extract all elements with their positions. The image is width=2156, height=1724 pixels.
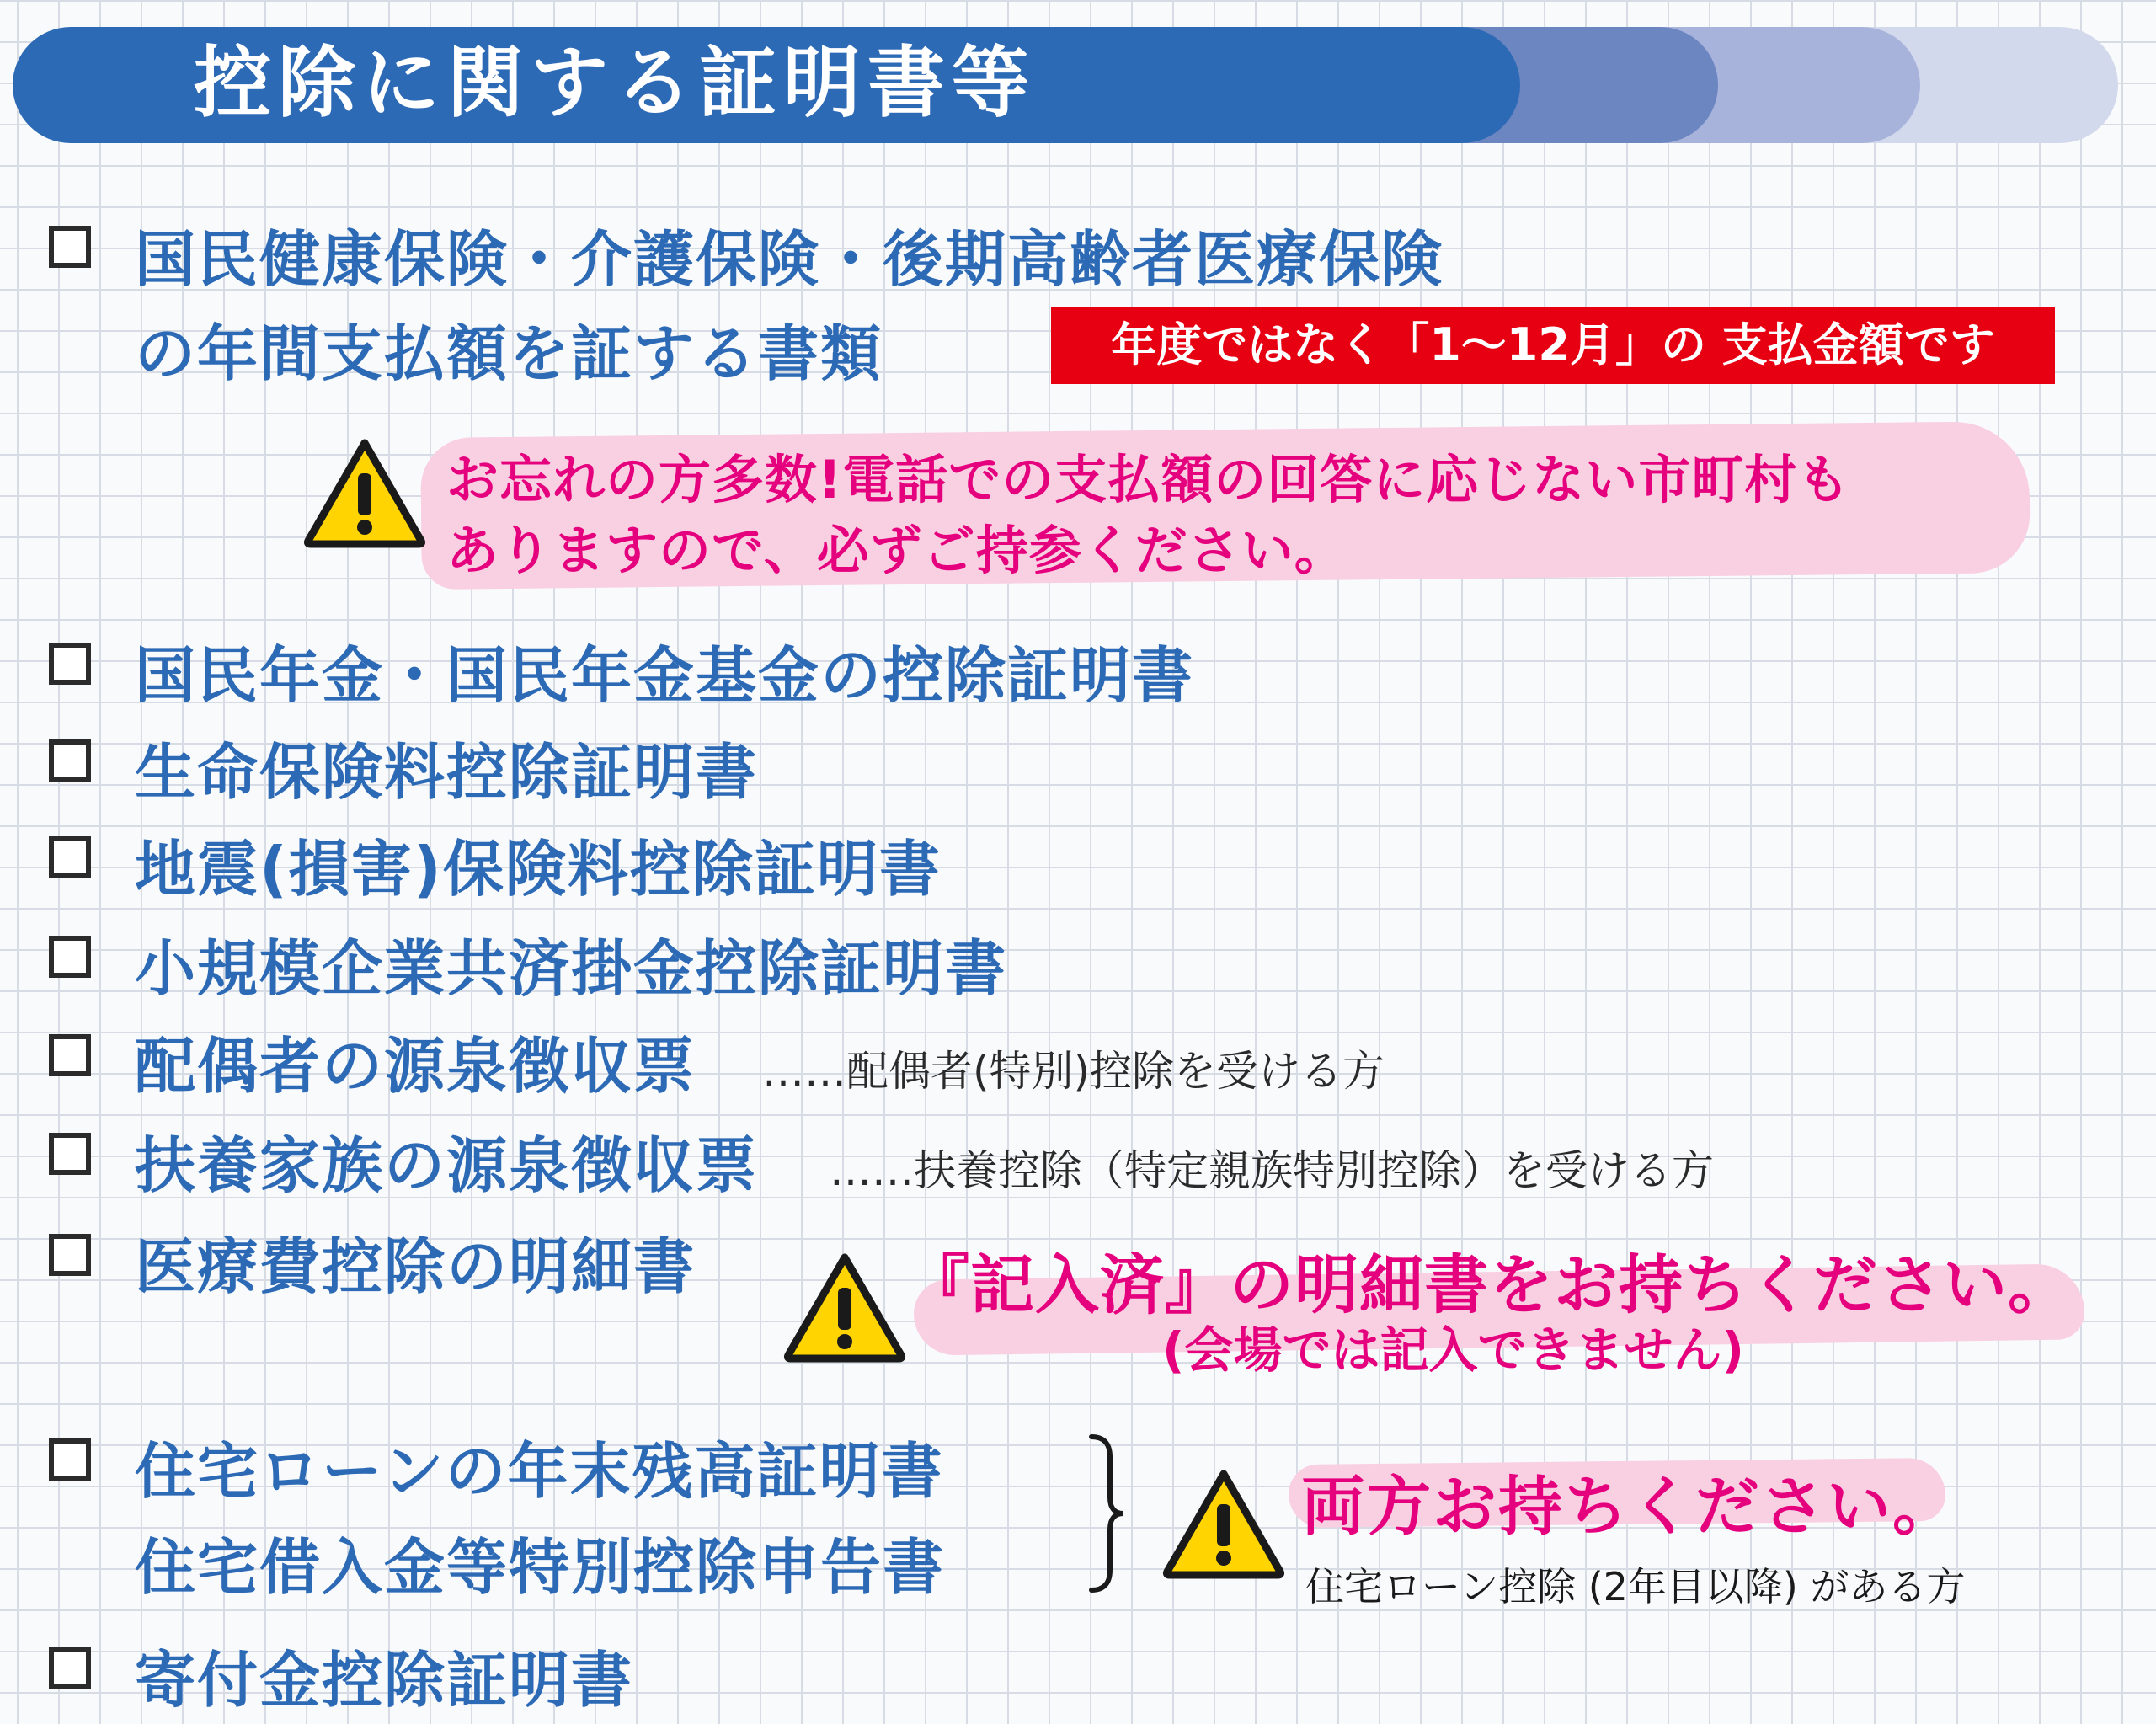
checkbox-earthquake-insurance[interactable] bbox=[49, 836, 91, 878]
right-brace-icon bbox=[1086, 1432, 1129, 1596]
checkbox-spouse-withholding[interactable] bbox=[49, 1034, 91, 1076]
warning-triangle-icon bbox=[782, 1251, 908, 1364]
item-donation: 寄付金控除証明書 bbox=[135, 1645, 634, 1716]
warning-triangle-icon bbox=[302, 436, 428, 549]
checkbox-donation[interactable] bbox=[49, 1647, 91, 1689]
warning-housing-line1: 両方お持ちください。 bbox=[1301, 1469, 1958, 1544]
note-spouse-withholding: ……配偶者(特別)控除を受ける方 bbox=[762, 1047, 1385, 1096]
checkbox-medical-expense[interactable] bbox=[49, 1234, 91, 1276]
warning-insurance-line1: お忘れの方多数!電話での支払額の回答に応じない市町村も bbox=[446, 449, 1851, 510]
page-title: 控除に関する証明書等 bbox=[194, 38, 1037, 128]
item-earthquake-insurance: 地震(損害)保険料控除証明書 bbox=[135, 834, 942, 905]
warning-medical-line2: (会場では記入できません) bbox=[1162, 1321, 1745, 1379]
checkbox-housing-loan[interactable] bbox=[49, 1438, 91, 1481]
checkbox-dependent-withholding[interactable] bbox=[49, 1133, 91, 1175]
item-dependent-withholding: 扶養家族の源泉徴収票 bbox=[135, 1130, 759, 1201]
note-housing: 住宅ローン控除 (2年目以降) がある方 bbox=[1305, 1564, 1966, 1609]
warning-triangle-icon bbox=[1161, 1467, 1287, 1580]
checkbox-life-insurance[interactable] bbox=[49, 739, 91, 782]
item-housing-loan-line1: 住宅ローンの年末残高証明書 bbox=[135, 1436, 944, 1507]
item-small-business-mutual: 小規模企業共済掛金控除証明書 bbox=[135, 933, 1008, 1004]
checkbox-small-business-mutual[interactable] bbox=[49, 936, 91, 978]
checkbox-insurance[interactable] bbox=[49, 226, 91, 268]
warning-medical-line1: 『記入済』の明細書をお持ちください。 bbox=[905, 1247, 2073, 1322]
item-spouse-withholding: 配偶者の源泉徴収票 bbox=[135, 1031, 696, 1102]
payment-period-label: 年度ではなく「1～12月」の 支払金額です bbox=[1051, 307, 2055, 384]
checkbox-national-pension[interactable] bbox=[49, 643, 91, 685]
item-medical-expense: 医療費控除の明細書 bbox=[135, 1231, 696, 1302]
item-insurance-line1: 国民健康保険・介護保険・後期高齢者医療保険 bbox=[135, 224, 1444, 295]
item-insurance-line2: の年間支払額を証する書類 bbox=[135, 318, 883, 389]
warning-insurance-line2: ありますので、必ずご持参ください。 bbox=[446, 520, 1348, 581]
item-housing-loan-line2: 住宅借入金等特別控除申告書 bbox=[135, 1532, 946, 1603]
item-national-pension: 国民年金・国民年金基金の控除証明書 bbox=[135, 640, 1195, 711]
note-dependent-withholding: ……扶養控除（特定親族特別控除）を受ける方 bbox=[830, 1146, 1714, 1195]
item-life-insurance: 生命保険料控除証明書 bbox=[135, 737, 759, 808]
